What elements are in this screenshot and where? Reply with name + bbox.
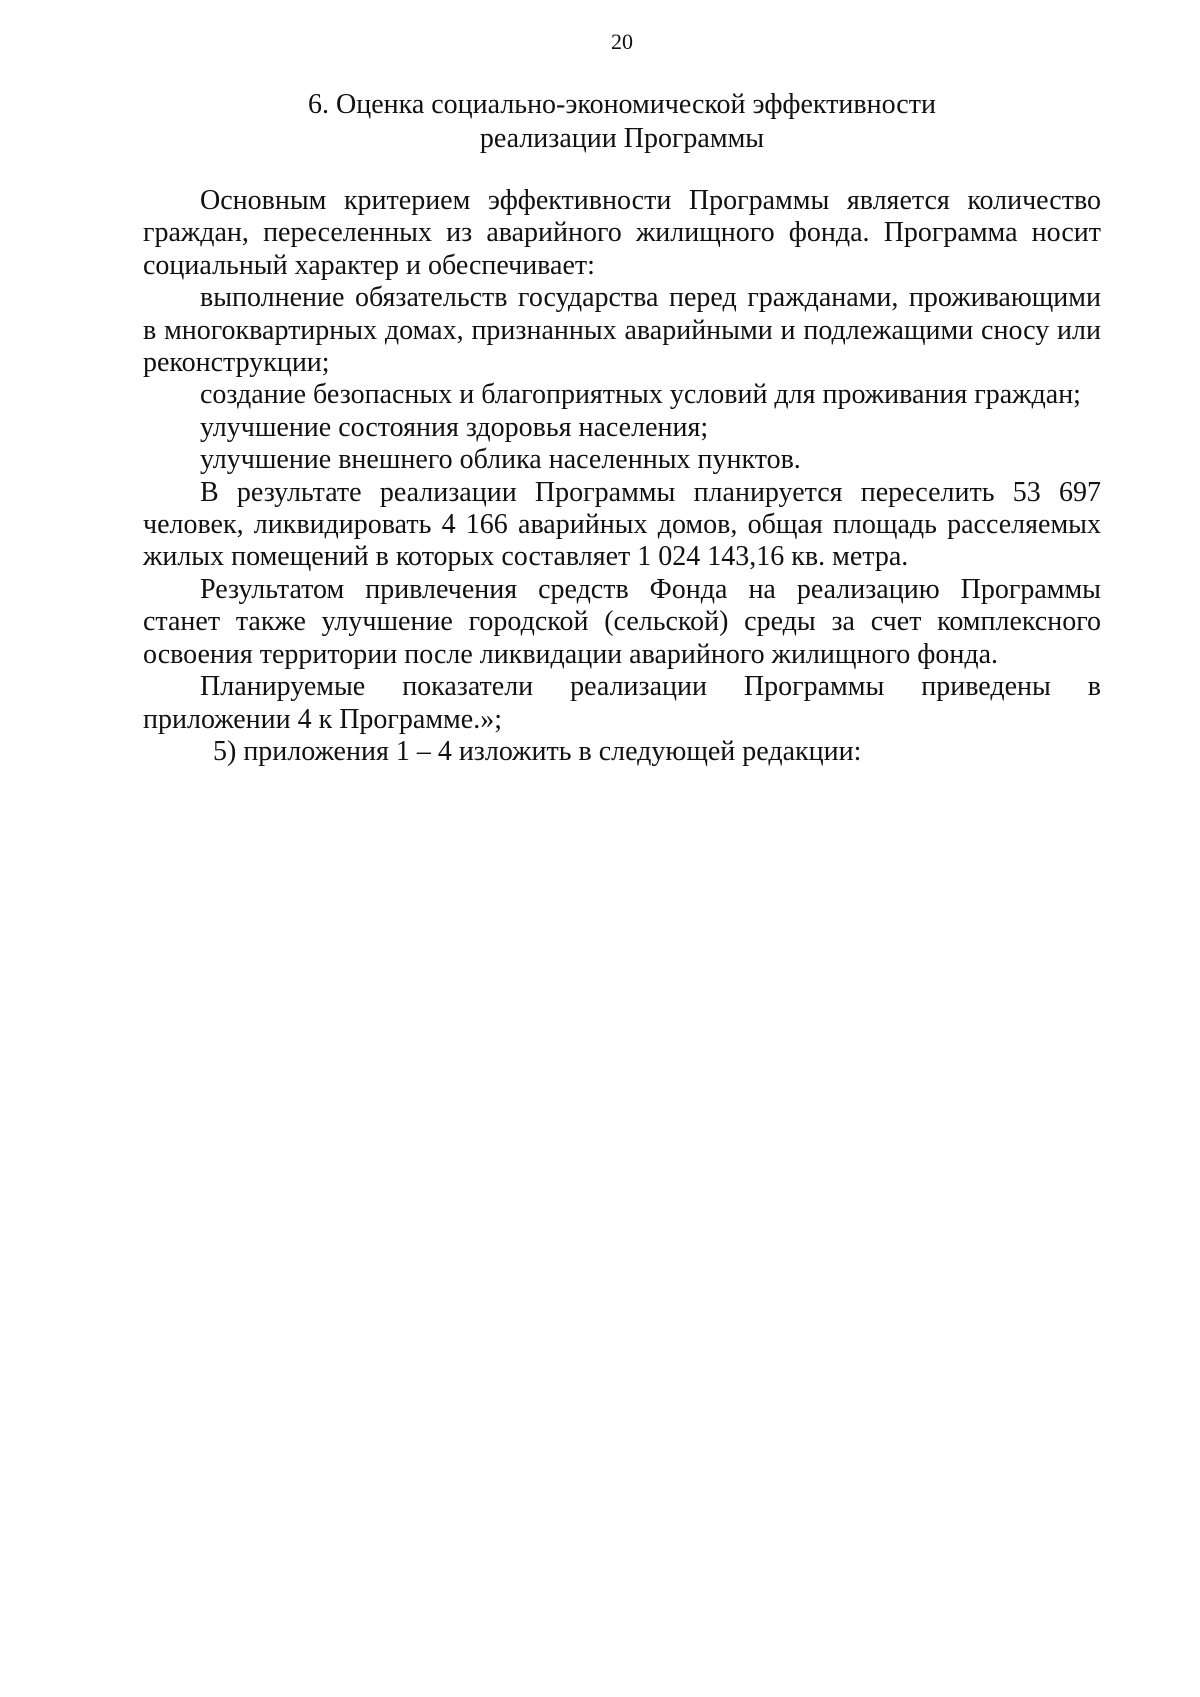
paragraph-criterion: Основным критерием эффективности Программы является количество граждан, переселенных из аварийного жилищного фонда. Программа носит социальный характер и обеспечивает:	[143, 185, 1101, 281]
section-heading	[22, 88, 1200, 156]
paragraph-safe-conditions: создание безопасных и благоприятных условий для проживания граждан;	[200, 379, 1081, 411]
section-title-line-2: реализации Программы	[479, 123, 765, 154]
page-number: 20	[611, 29, 633, 54]
section-title-line-1: 6. Оценка социально-экономической эффективности	[308, 89, 936, 120]
paragraph-fund-result: Результатом привлечения средств Фонда на реализацию Программы станет также улучшение городской (сельской) среды за счет комплексного освоения территории после ликвидации аварийного жилищного фонда.	[143, 573, 1101, 670]
paragraph-obligations: выполнение обязательств государства перед гражданами, проживающими в многоквартирных домах, признанных аварийными и подлежащими сносу или реконструкции;	[143, 282, 1101, 379]
paragraph-results: В результате реализации Программы планируется переселить 53 697 человек, ликвидировать 4 166 аварийных домов, общая площадь расселяемых жилых помещений в которых составляет 1 024 143,16 кв. метра.	[143, 476, 1101, 573]
document-body	[143, 185, 1101, 768]
paragraph-health: улучшение состояния здоровья населения;	[200, 411, 709, 443]
paragraph-appendices: 5) приложения 1 – 4 изложить в следующей редакции:	[213, 735, 862, 767]
paragraph-appearance: улучшение внешнего облика населенных пунктов.	[200, 444, 801, 476]
paragraph-indicators: Планируемые показатели реализации Программы приведены в приложении 4 к Программе.»;	[143, 671, 1101, 735]
